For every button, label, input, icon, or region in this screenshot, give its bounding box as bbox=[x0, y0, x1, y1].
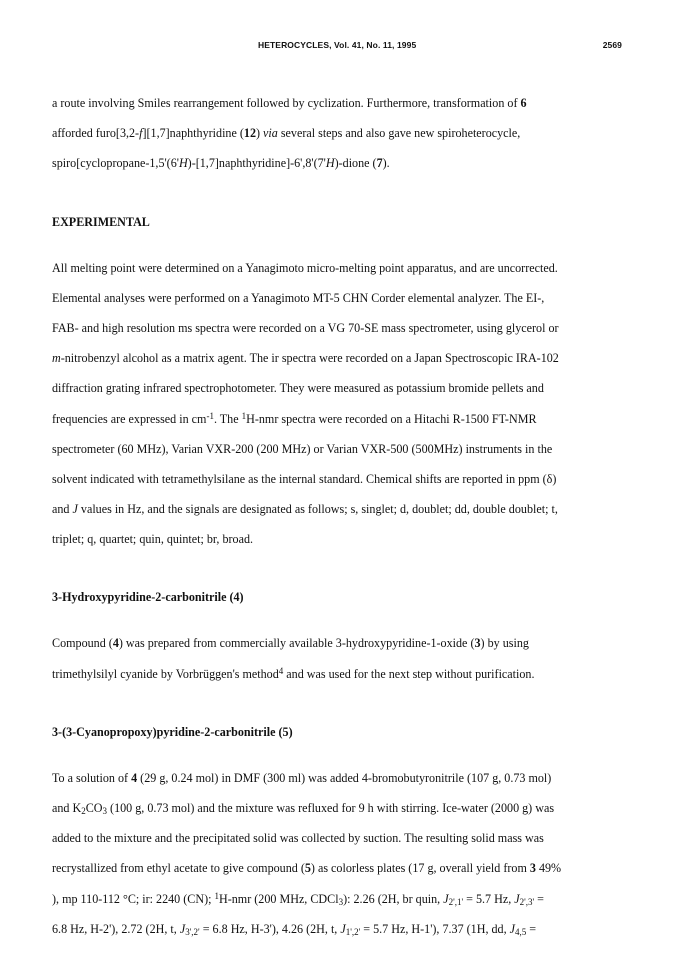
text: (100 g, 0.73 mol) and the mixture was refluxed for 9 h with stirring. Ice-water (2000 g) was bbox=[107, 801, 555, 815]
superscript: 1 bbox=[214, 890, 219, 901]
text: = bbox=[534, 891, 544, 906]
text: ). bbox=[382, 156, 390, 171]
text: = 6.8 Hz, H-3'), 4.26 (2H, t, bbox=[199, 921, 341, 936]
compound-5-line-5 bbox=[52, 892, 637, 906]
compound-5-line-6 bbox=[52, 922, 637, 936]
text: = bbox=[526, 921, 537, 936]
text: frequencies are expressed in cm bbox=[52, 411, 207, 426]
page-number: 2569 bbox=[602, 40, 622, 50]
experimental-line-10: triplet; q, quartet; quin, quintet; br, broad. bbox=[52, 532, 254, 547]
compound-5-line-2 bbox=[52, 801, 637, 815]
text: 49% bbox=[535, 861, 562, 876]
experimental-line-6 bbox=[52, 412, 637, 426]
superscript: -1 bbox=[206, 410, 214, 421]
superscript: 1 bbox=[241, 410, 247, 421]
text: ) by using bbox=[480, 636, 529, 651]
text: ) bbox=[255, 126, 264, 141]
subscript: 2',3' bbox=[519, 896, 535, 907]
text: Compound ( bbox=[52, 636, 113, 651]
compound-ref: 4 bbox=[112, 636, 119, 651]
italic-text: m bbox=[52, 351, 61, 366]
coupling-constant: J bbox=[340, 921, 346, 936]
compound-5-heading: 3-(3-Cyanopropoxy)pyridine-2-carbonitrile (5) bbox=[52, 724, 293, 739]
text: recrystallized from ethyl acetate to give compound ( bbox=[52, 861, 305, 876]
text: ][1,7]naphthyridine ( bbox=[142, 126, 244, 141]
compound-ref: 6 bbox=[520, 96, 527, 110]
text: . The bbox=[213, 411, 242, 426]
subscript: 2 bbox=[81, 806, 86, 816]
compound-5-line-1 bbox=[52, 771, 637, 785]
italic-text: J bbox=[72, 502, 78, 517]
compound-ref: 12 bbox=[243, 126, 256, 141]
subscript: 2',1' bbox=[448, 896, 464, 907]
compound-4-line-2 bbox=[52, 667, 637, 681]
experimental-line-8: solvent indicated with tetramethylsilane as the internal standard. Chemical shifts are reported in ppm (δ) bbox=[52, 471, 557, 486]
article-body bbox=[52, 96, 637, 952]
reference-superscript: 4 bbox=[278, 665, 284, 676]
italic-text: via bbox=[263, 126, 278, 141]
compound-4-heading: 3-Hydroxypyridine-2-carbonitrile (4) bbox=[52, 590, 244, 605]
text: values in Hz, and the signals are designated as follows; s, singlet; d, doublet; dd, double doublet; t, bbox=[77, 502, 558, 517]
text: and was used for the next step without purification. bbox=[283, 666, 535, 681]
coupling-constant: J bbox=[509, 921, 516, 936]
text: trimethylsilyl cyanide by Vorbrüggen's method bbox=[52, 666, 279, 681]
text: and K bbox=[52, 801, 82, 815]
compound-ref: 7 bbox=[376, 156, 383, 171]
italic-text: H bbox=[325, 156, 335, 171]
text: and bbox=[52, 502, 73, 517]
running-header bbox=[0, 40, 687, 56]
text: 6.8 Hz, H-2'), 2.72 (2H, t, bbox=[52, 921, 180, 936]
text: ), mp 110-112 °C; ir: 2240 (CN); bbox=[52, 891, 215, 906]
text: spiro[cyclopropane-1,5'(6' bbox=[52, 156, 179, 171]
italic-text: f bbox=[139, 126, 143, 141]
text: afforded furo[3,2- bbox=[52, 126, 140, 141]
experimental-line-5: diffraction grating infrared spectrophotometer. They were measured as potassium bromide pellets and bbox=[52, 381, 544, 396]
text: H-nmr (200 MHz, CDCl bbox=[219, 891, 339, 906]
subscript: 1',2' bbox=[345, 926, 361, 937]
intro-line-2 bbox=[52, 126, 637, 140]
experimental-line-9 bbox=[52, 502, 637, 516]
text: = 5.7 Hz, bbox=[463, 891, 515, 906]
experimental-line-7: spectrometer (60 MHz), Varian VXR-200 (200 MHz) or Varian VXR-500 (500MHz) instruments in the bbox=[52, 441, 553, 456]
compound-ref: 3 bbox=[474, 636, 481, 651]
text: )-dione ( bbox=[334, 156, 377, 171]
text: (29 g, 0.24 mol) in DMF (300 ml) was added 4-bromobutyronitrile (107 g, 0.73 mol) bbox=[137, 770, 552, 785]
subscript: 3',2' bbox=[185, 926, 200, 937]
text: several steps and also gave new spiroheterocycle, bbox=[277, 126, 521, 141]
compound-5-line-3: added to the mixture and the precipitated solid was collected by suction. The resulting solid mass was bbox=[52, 831, 544, 846]
text: ) as colorless plates (17 g, overall yield from bbox=[310, 861, 530, 876]
experimental-line-4 bbox=[52, 351, 637, 365]
text: a route involving Smiles rearrangement followed by cyclization. Furthermore, transformation of bbox=[52, 96, 521, 110]
text: To a solution of bbox=[52, 770, 132, 785]
text: = 5.7 Hz, H-1'), 7.37 (1H, dd, bbox=[360, 921, 510, 936]
subscript: 3 bbox=[102, 806, 108, 816]
compound-5-line-4 bbox=[52, 861, 637, 875]
experimental-line-1: All melting point were determined on a Yanagimoto micro-melting point apparatus, and are uncorrected. bbox=[52, 260, 558, 275]
subscript: 4,5 bbox=[515, 926, 527, 937]
compound-ref: 3 bbox=[529, 861, 536, 876]
intro-line-3 bbox=[52, 156, 637, 170]
intro-line-1 bbox=[52, 96, 637, 110]
compound-4-line-1 bbox=[52, 636, 637, 650]
coupling-constant: J bbox=[179, 921, 186, 936]
text: ): 2.26 (2H, br quin, bbox=[343, 891, 444, 906]
text: H-nmr spectra were recorded on a Hitachi R-1500 FT-NMR bbox=[246, 411, 537, 426]
subscript: 3 bbox=[338, 896, 344, 907]
coupling-constant: J bbox=[443, 891, 449, 906]
experimental-line-2: Elemental analyses were performed on a Yanagimoto MT-5 CHN Corder elemental analyzer. The EI-, bbox=[52, 290, 545, 305]
compound-ref: 4 bbox=[131, 770, 138, 785]
text: ) was prepared from commercially available 3-hydroxypyridine-1-oxide ( bbox=[118, 636, 475, 651]
section-heading-experimental: EXPERIMENTAL bbox=[52, 214, 150, 229]
italic-text: H bbox=[178, 156, 188, 171]
journal-citation: HETEROCYCLES, Vol. 41, No. 11, 1995 bbox=[258, 40, 417, 50]
compound-ref: 5 bbox=[304, 861, 311, 876]
text: )-[1,7]naphthyridine]-6',8'(7' bbox=[187, 156, 326, 171]
text: -nitrobenzyl alcohol as a matrix agent. The ir spectra were recorded on a Japan Spectroscopic IRA-102 bbox=[60, 351, 559, 366]
text: CO bbox=[85, 801, 103, 815]
coupling-constant: J bbox=[514, 891, 520, 906]
experimental-line-3: FAB- and high resolution ms spectra were recorded on a VG 70-SE mass spectrometer, using glycerol or bbox=[52, 320, 559, 335]
